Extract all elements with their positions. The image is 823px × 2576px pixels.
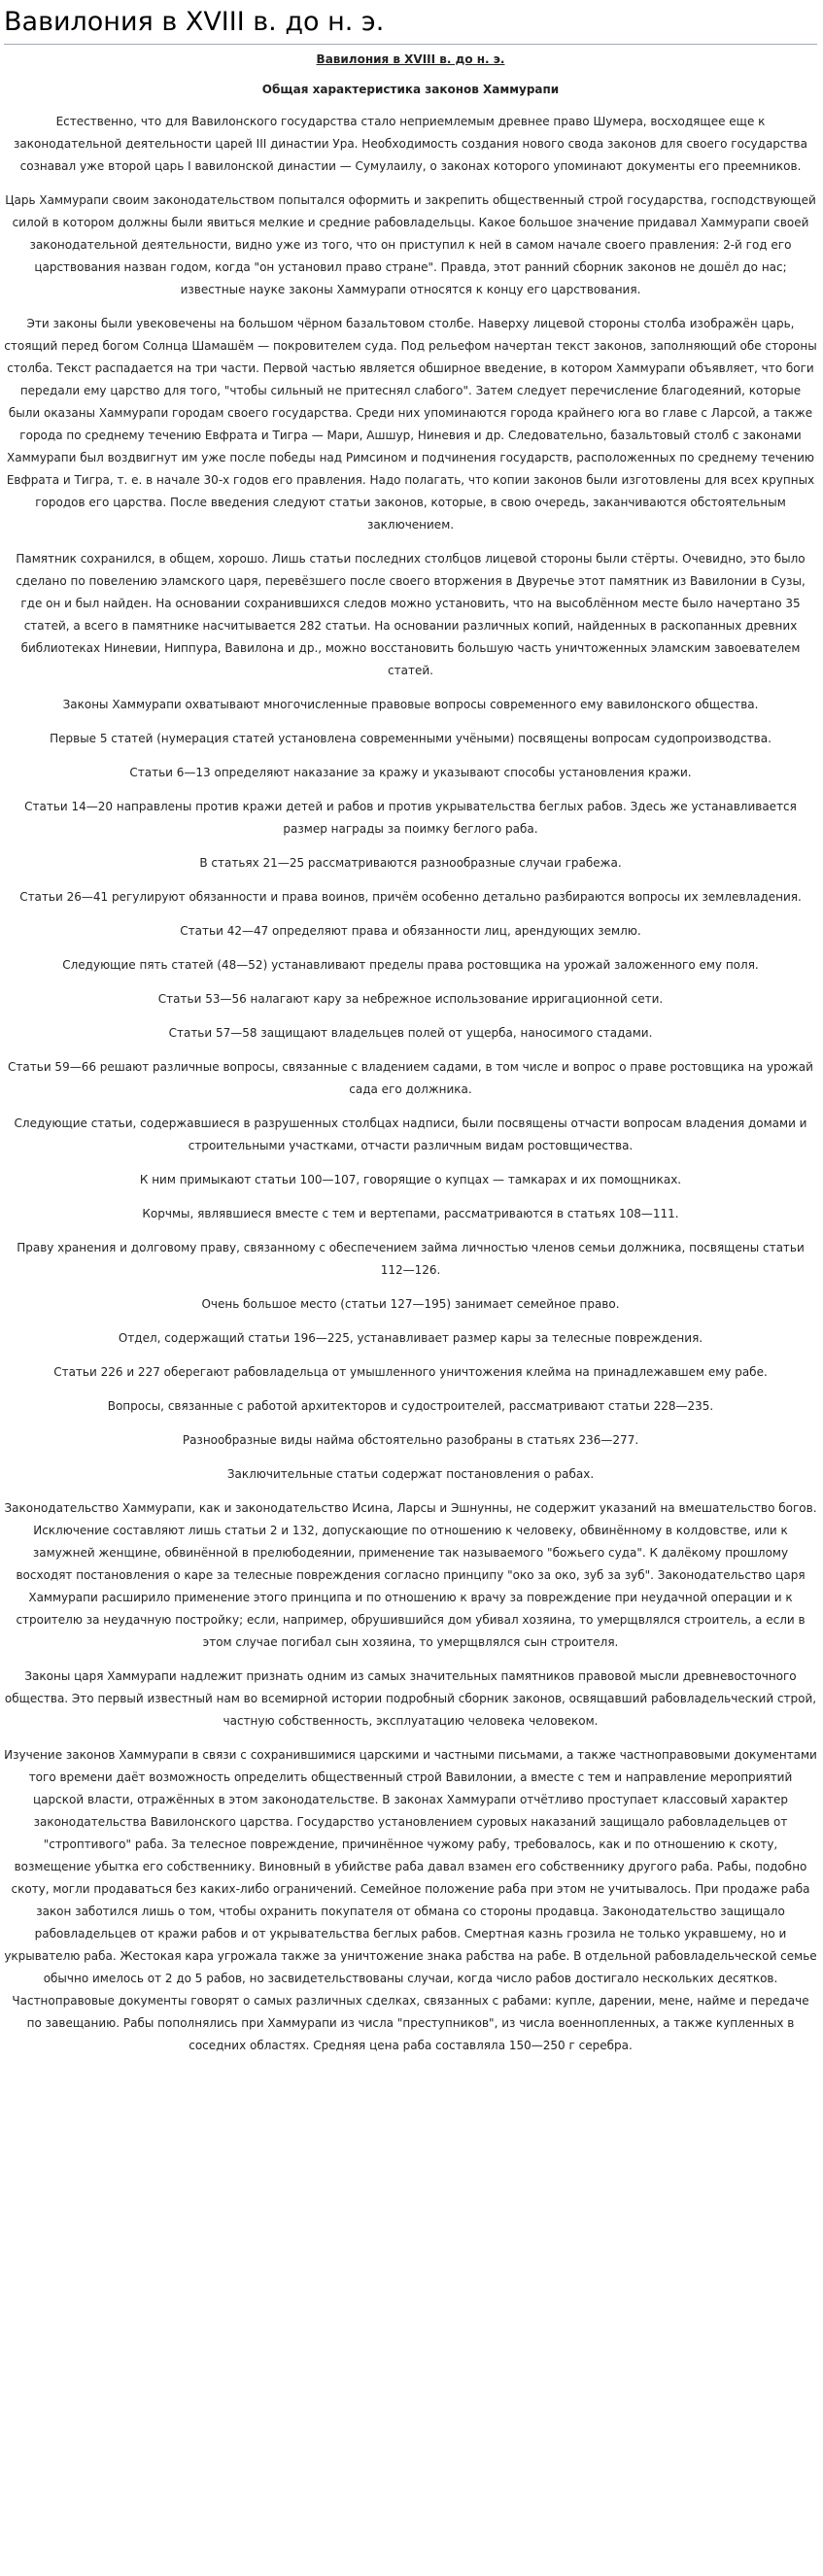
paragraph: Статьи 59—66 решают различные вопросы, связанные с владением садами, в том числе и вопрос о праве ростовщика на урожай сада его должника. <box>8 1060 813 1096</box>
paragraph: Законы Хаммурапи охватывают многочисленные правовые вопросы современного ему вавилонского общества. <box>62 698 759 711</box>
paragraph: Изучение законов Хаммурапи в связи с сохранившимися царскими и частными письмами, а также частноправовыми документами того времени даёт возможность определить общественный строй Вавилонии, а вместе с тем и направление мероприятий царской власти, отражённых в этом законодательстве. В законах Хаммурапи отчётливо проступает классовый характер законодательства Вавилонского царства. Государство установлением суровых наказаний защищало рабовладельцев от "строптивого" раба. За телесное повреждение, причинённое чужому рабу, требовалось, как и по отношению к скоту, возмещение убытка его собственнику. Виновный в убийстве раба давал взамен его собственнику другого раба. Рабы, подобно скоту, могли продаваться без каких-либо ограничений. Семейное положение раба при этом не учитывалось. При продаже раба закон заботился лишь о том, чтобы охранить покупателя от обмана со стороны продавца. Законодательство защищало рабовладельцев от кражи рабов и от укрывательства беглых рабов. Смертная казнь грозила не только укравшему, но и укрывателю раба. Жестокая кара угрожала также за уничтожение знака рабства на рабе. В отдельной рабовладельческой семье обычно имелось от 2 до 5 рабов, но засвидетельствованы случаи, когда число рабов достигало нескольких десятков. Частноправовые документы говорят о самых различных сделках, связанных с рабами: купле, дарении, мене, найме и передаче по завещанию. Рабы пополнялись при Хаммурапи из числа "преступников", из числа военнопленных, а также купленных в соседних областях. Средняя цена раба составляла 150—250 г серебра. <box>4 1748 817 2052</box>
document-body <box>4 111 817 2057</box>
paragraph: Заключительные статьи содержат постановления о рабах. <box>226 1467 595 1481</box>
paragraph: Праву хранения и долговому праву, связанному с обеспечением займа личностью членов семьи должника, посвящены статьи 112—126. <box>17 1241 805 1277</box>
paragraph: Разнообразные виды найма обстоятельно разобраны в статьях 236—277. <box>182 1433 639 1447</box>
paragraph: К ним примыкают статьи 100—107, говорящие о купцах — тамкарах и их помощниках. <box>139 1173 682 1186</box>
title-divider <box>4 44 817 45</box>
section-heading: Общая характеристика законов Хаммурапи <box>261 83 560 96</box>
paragraph: Статьи 226 и 227 оберегают рабовладельца от умышленного уничтожения клейма на принадлежавшем ему рабе. <box>53 1365 768 1379</box>
paragraph: Законодательство Хаммурапи, как и законодательство Исина, Ларсы и Эшнунны, не содержит указаний на вмешательство богов. Исключение составляют лишь статьи 2 и 132, допускающие по отношению к человеку, обвинённому в колдовстве, или к замужней женщине, обвинённой в прелюбодеянии, применение так называемого "божьего суда". К далёкому прошлому восходят постановления о каре за телесные повреждения согласно принципу "око за око, зуб за зуб". Законодательство царя Хаммурапи расширило применение этого принципа и по отношению к врачу за повреждение при неудачной операции и к строителю за неудачную постройку; если, например, обрушившийся дом убивал хозяина, то умерщвлялся строитель, а если в этом случае погибал сын хозяина, то умерщвлялся сын строителя. <box>4 1501 817 1649</box>
paragraph: Статьи 53—56 налагают кару за небрежное использование ирригационной сети. <box>157 992 664 1006</box>
paragraph: Царь Хаммурапи своим законодательством попытался оформить и закрепить общественный строй государства, господствующей силой в котором должны были явиться мелкие и средние рабовладельцы. Какое большое значение придавал Хаммурапи своей законодательной деятельности, видно уже из того, что он приступил к ней в самом начале своего правления: 2-й год его царствования назван годом, когда "он установил право стране". Правда, этот ранний сборник законов не дошёл до нас; известные науке законы Хаммурапи относятся к концу его царствования. <box>5 193 816 296</box>
paragraph: Статьи 57—58 защищают владельцев полей от ущерба, наносимого стадами. <box>168 1026 653 1040</box>
paragraph: В статьях 21—25 рассматриваются разнообразные случаи грабежа. <box>199 856 622 870</box>
paragraph: Следующие статьи, содержавшиеся в разрушенных столбцах надписи, были посвящены отчасти вопросам владения домами и строительными участками, отчасти различным видам ростовщичества. <box>14 1116 807 1152</box>
paragraph: Вопросы, связанные с работой архитекторов и судостроителей, рассматривают статьи 228—235. <box>107 1399 714 1413</box>
paragraph: Законы царя Хаммурапи надлежит признать одним из самых значительных памятников правовой мысли древневосточного общества. Это первый известный нам во всемирной истории подробный сборник законов, освящавший рабовладельческий строй, частную собственность, эксплуатацию человека человеком. <box>4 1669 817 1728</box>
paragraph: Статьи 6—13 определяют наказание за кражу и указывают способы установления кражи. <box>129 766 692 779</box>
paragraph: Статьи 42—47 определяют права и обязанности лиц, арендующих землю. <box>180 924 641 938</box>
document-subtitle: Вавилония в XVIII в. до н. э. <box>316 52 505 66</box>
paragraph: Первые 5 статей (нумерация статей установлена современными учёными) посвящены вопросам судопроизводства. <box>50 732 772 745</box>
paragraph: Следующие пять статей (48—52) устанавливают пределы права ростовщика на урожай заложенного ему поля. <box>62 958 759 972</box>
paragraph: Статьи 14—20 направлены против кражи детей и рабов и против укрывательства беглых рабов. Здесь же устанавливается размер награды за поимку беглого раба. <box>24 800 797 836</box>
paragraph: Очень большое место (статьи 127—195) занимает семейное право. <box>201 1297 620 1311</box>
paragraph: Статьи 26—41 регулируют обязанности и права воинов, причём особенно детально разбираются вопросы их землевладения. <box>19 890 802 904</box>
paragraph: Естественно, что для Вавилонского государства стало неприемлемым древнее право Шумера, восходящее еще к законодательной деятельности царей III династии Ура. Необходимость создания нового свода законов для своего государства сознавал уже второй царь I вавилонской династии — Сумулаилу, о законах которого упоминают документы его преемников. <box>14 115 807 173</box>
paragraph: Отдел, содержащий статьи 196—225, устанавливает размер кары за телесные повреждения. <box>118 1331 703 1345</box>
paragraph: Корчмы, являвшиеся вместе с тем и вертепами, рассматриваются в статьях 108—111. <box>142 1207 679 1220</box>
paragraph: Памятник сохранился, в общем, хорошо. Лишь статьи последних столбцов лицевой стороны были стёрты. Очевидно, это было сделано по повелению эламского царя, перевёзшего после своего вторжения в Двуречье этот памятник из Вавилонии в Сузы, где он и был найден. На основании сохранившихся следов можно установить, что на высоблённом месте было начертано 35 статей, а всего в памятнике насчитывается 282 статьи. На основании различных копий, найденных в раскопанных древних библиотеках Ниневии, Ниппура, Вавилона и др., можно восстановить большую часть уничтоженных эламским завоевателем статей. <box>16 552 806 677</box>
paragraph: Эти законы были увековечены на большом чёрном базальтовом столбе. Наверху лицевой стороны столба изображён царь, стоящий перед богом Солнца Шамашём — покровителем суда. Под рельефом начертан текст законов, заполняющий обе стороны столба. Текст распадается на три части. Первой частью является обширное введение, в котором Хаммурапи объявляет, что боги передали ему царство для того, "чтобы сильный не притеснял слабого". Затем следует перечисление благодеяний, которые были оказаны Хаммурапи городам своего государства. Среди них упоминаются города крайнего юга во главе с Ларсой, а также города по среднему течению Евфрата и Тигра — Мари, Ашшур, Ниневия и др. Следовательно, базальтовый столб с законами Хаммурапи был воздвигнут им уже после победы над Римсином и подчинения государств, расположенных по среднему течению Евфрата и Тигра, т. е. в начале 30-х годов его правления. Надо полагать, что копии законов были изготовлены для всех крупных городов его царства. После введения следуют статьи законов, которые, в свою очередь, заканчиваются обстоятельным заключением. <box>4 317 817 532</box>
page-title: Вавилония в XVIII в. до н. э. <box>4 7 385 37</box>
